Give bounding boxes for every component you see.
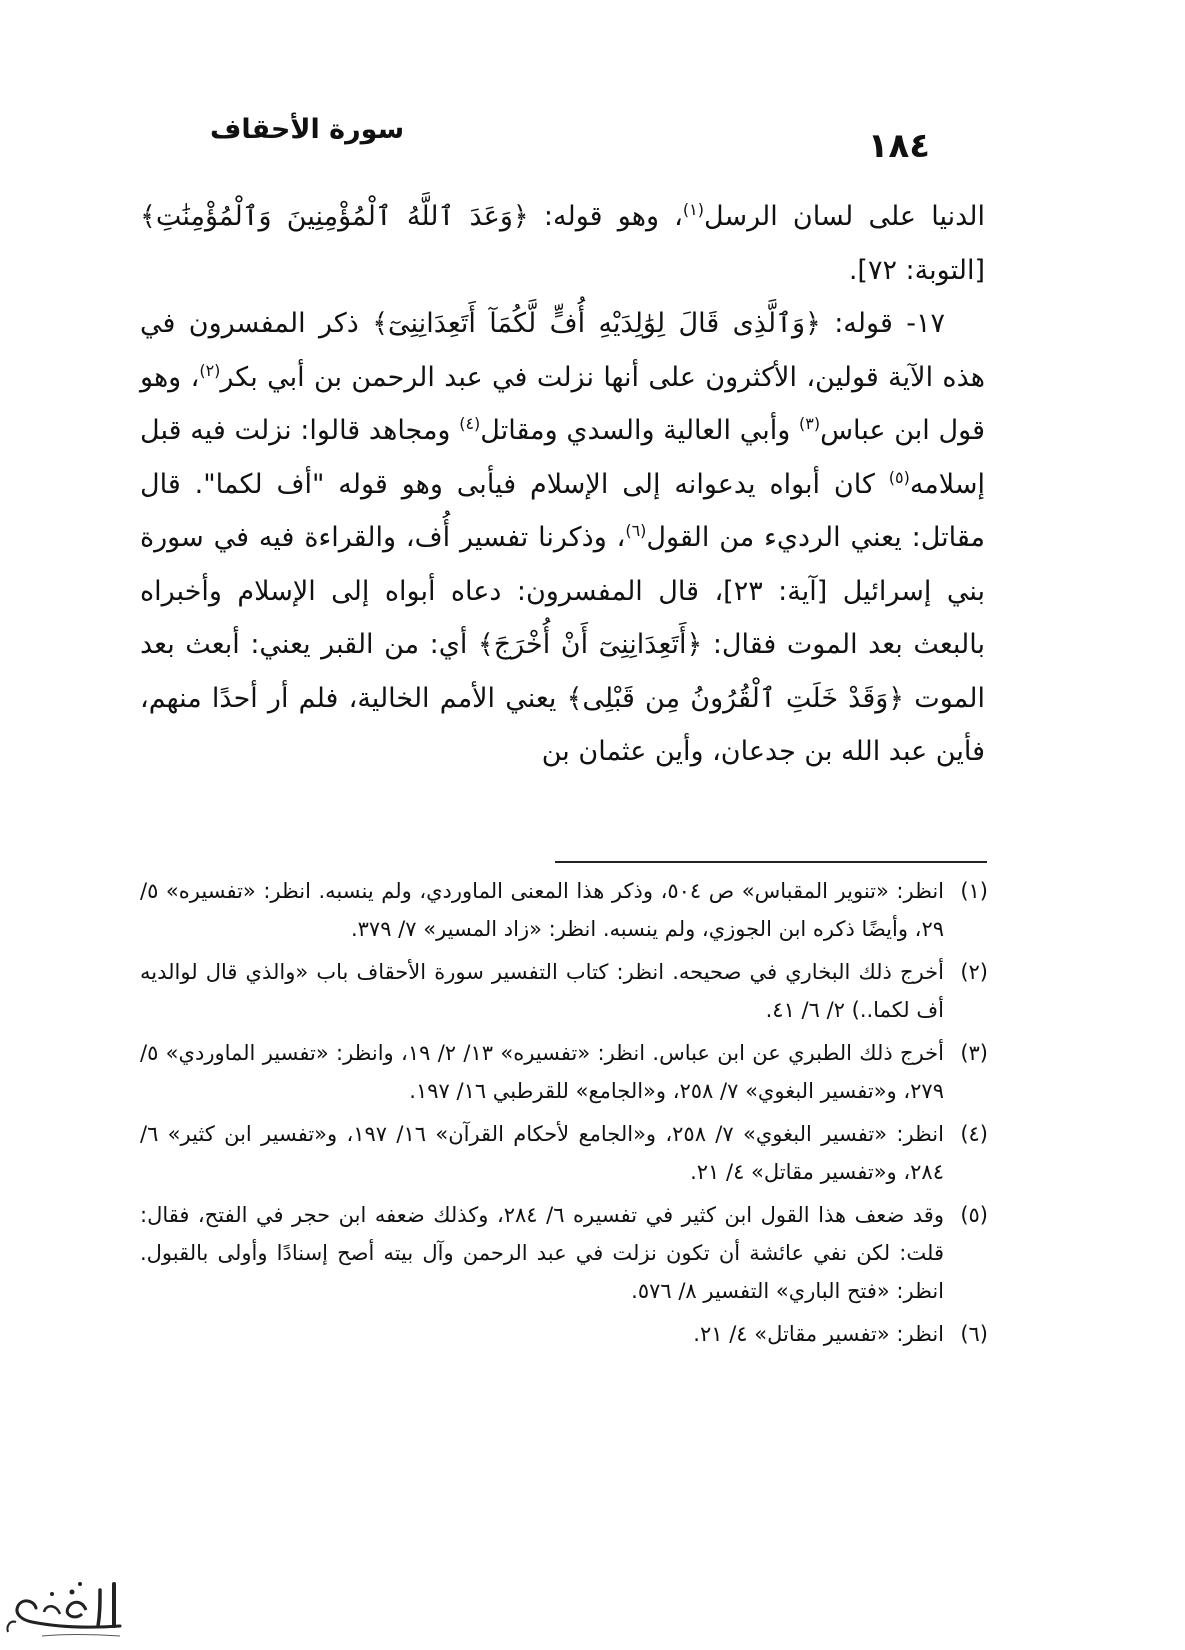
text-segment: الدنيا على لسان الرسل	[704, 201, 986, 232]
footnote-number: (٢)	[960, 960, 988, 984]
footnote-ref-2: (٢)	[199, 360, 221, 380]
footnote-text: انظر: «تفسير البغوي» ٧/ ٢٥٨، و«الجامع لأحكام القرآن» ١٦/ ١٩٧، و«تفسير ابن كثير» ٦/ ٢٨٤، و«تفسير مقاتل» ٤/ ٢١.	[140, 1122, 944, 1184]
footnote-ref-6: (٦)	[625, 521, 647, 540]
text-segment: ذكر المفسرون في هذه الآية قولين، الأكثرون على أنها نزلت في عبد الرحمن بن أبي بكر	[140, 308, 985, 393]
footnotes	[140, 872, 988, 1358]
text-segment: ، وذكرنا تفسير أُف، والقراءة فيه في سورة بني إسرائيل [آية: ٢٣]، قال المفسرون: دعاه أبواه إلى الإسلام وأخبراه بالبعث بعد الموت فقال:	[140, 522, 985, 660]
text-segment: ومجاهد قالوا: نزلت فيه قبل إسلامه	[140, 415, 985, 500]
footnote-6	[140, 1315, 988, 1353]
text-segment: أي: من القبر يعني: أبعث بعد الموت	[140, 629, 985, 714]
footnote-text: وقد ضعف هذا القول ابن كثير في تفسيره ٦/ ٢٨٤، وكذلك ضعفه ابن حجر في الفتح، فقال: قلت: لكن نفي عائشة أن تكون نزلت في عبد الرحمن وآل بيته أصح إسنادًا وأولى بالقبول. انظر: «فتح الباري» التفسير ٨/ ٥٧٦.	[140, 1203, 944, 1303]
text-segment: وأبي العالية والسدي ومقاتل	[480, 415, 799, 446]
verse-number: ١٧- قوله:	[820, 308, 946, 339]
footnote-1	[140, 872, 988, 948]
quran-verse: ﴿أَتَعِدَانِنِىٓ أَنْ أُخْرَجَ﴾	[477, 629, 703, 660]
text-segment: ، وهو قول ابن عباس	[140, 361, 985, 446]
footnote-ref-5: (٥)	[888, 467, 910, 487]
publisher-logo	[2, 1570, 132, 1645]
footnote-text: أخرج ذلك البخاري في صحيحه. انظر: كتاب التفسير سورة الأحقاف باب «والذي قال لوالديه أف لكما..) ٢/ ٦/ ٤١.	[140, 960, 944, 1022]
footnote-text: انظر: «تفسير مقاتل» ٤/ ٢١.	[693, 1322, 944, 1346]
quran-verse: ﴿وَعَدَ ٱللَّهُ ٱلْمُؤْمِنِينَ وَٱلْمُؤْمِنَٰتِ﴾	[140, 201, 529, 232]
footnote-text: انظر: «تنوير المقباس» ص ٥٠٤، وذكر هذا المعنى الماوردي، ولم ينسبه. انظر: «تفسيره» ٥/ ٢٩، وأيضًا ذكره ابن الجوزي، ولم ينسبه. انظر: «زاد المسير» ٧/ ٣٧٩.	[140, 879, 944, 941]
text-segment: ، وهو قوله:	[528, 201, 683, 232]
surah-title: سورة الأحقاف	[210, 114, 405, 145]
footnote-ref-3: (٣)	[799, 414, 821, 433]
footnote-number: (٣)	[960, 1041, 988, 1065]
text-segment: كان أبواه يدعوانه إلى الإسلام فيأبى وهو قوله "أف لكما". قال مقاتل: يعني الرديء من القول	[140, 468, 985, 553]
footnote-divider	[555, 861, 987, 863]
footnote-5	[140, 1196, 988, 1310]
verse-reference: [التوبة: ٧٢].	[848, 254, 985, 286]
footnote-number: (٤)	[960, 1122, 988, 1146]
footnote-ref-4: (٤)	[459, 414, 481, 433]
page-number: ١٨٤	[867, 126, 930, 166]
quran-verse: ﴿وَقَدْ خَلَتِ ٱلْقُرُونُ مِن قَبْلِى﴾	[566, 682, 905, 714]
paragraph-1	[140, 190, 985, 297]
footnote-3	[140, 1034, 988, 1110]
footnote-number: (٦)	[960, 1322, 988, 1346]
page-header	[200, 108, 970, 168]
footnote-4	[140, 1115, 988, 1191]
footnote-2	[140, 953, 988, 1029]
text-segment: يعني الأمم الخالية، فلم أر أحدًا منهم، فأين عبد الله بن جدعان، وأين عثمان بن	[140, 682, 985, 767]
main-text	[140, 190, 985, 779]
footnote-number: (١)	[960, 879, 988, 903]
quran-verse: ﴿وَٱلَّذِى قَالَ لِوَٰلِدَيْهِ أُفٍّ لَّكُمَآ أَتَعِدَانِنِىٓ﴾	[372, 308, 821, 339]
footnote-ref-1: (١)	[682, 200, 704, 219]
paragraph-2	[140, 297, 985, 779]
footnote-text: أخرج ذلك الطبري عن ابن عباس. انظر: «تفسيره» ١٣/ ٢/ ١٩، وانظر: «تفسير الماوردي» ٥/ ٢٧٩، و«تفسير البغوي» ٧/ ٢٥٨، و«الجامع» للقرطبي ١٦/ ١٩٧.	[140, 1041, 944, 1103]
footnote-number: (٥)	[960, 1203, 988, 1227]
